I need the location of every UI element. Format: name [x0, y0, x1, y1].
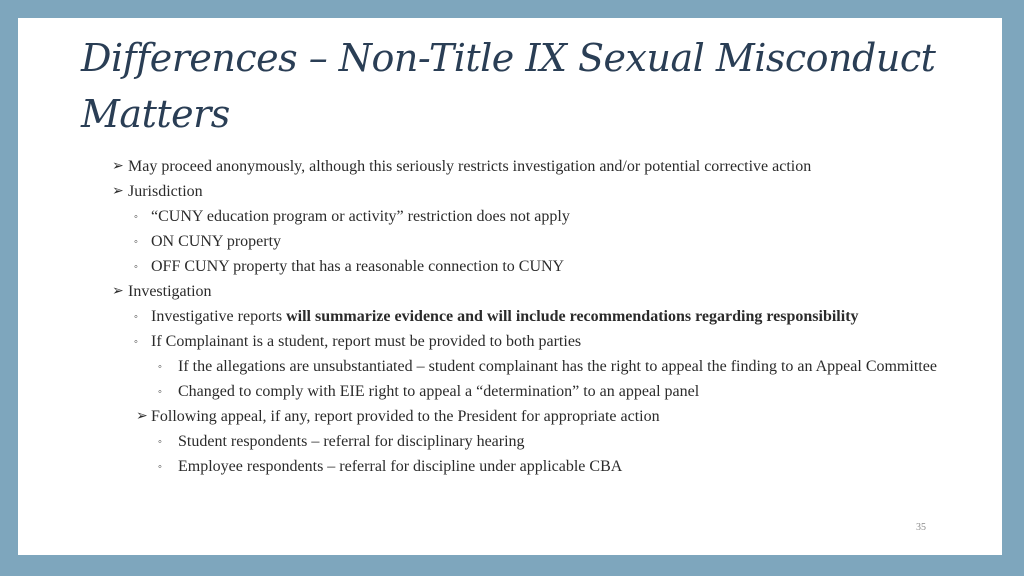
circle-bullet-icon: ◦	[134, 211, 138, 223]
bullet-text-mixed	[151, 307, 1002, 327]
bullet-text: If Complainant is a student, report must be provided to both parties	[151, 333, 582, 350]
circle-bullet-icon: ◦	[134, 261, 138, 273]
bullet-following-appeal	[18, 407, 1002, 427]
bullet-text: Following appeal, if any, report provided to the President for appropriate action	[151, 408, 660, 425]
arrow-bullet-icon: ➢	[112, 284, 124, 299]
sub-sub-bullet-employee-respondents	[18, 457, 1002, 477]
arrow-bullet-icon: ➢	[136, 409, 148, 424]
circle-bullet-icon: ◦	[158, 386, 162, 398]
bullet-text: Jurisdiction	[128, 183, 203, 200]
circle-bullet-icon: ◦	[158, 361, 162, 373]
bullet-jurisdiction	[18, 182, 1002, 202]
circle-bullet-icon: ◦	[158, 461, 162, 473]
slide-content	[18, 157, 1002, 482]
bullet-text: ON CUNY property	[151, 233, 282, 250]
sub-bullet-education-program	[18, 207, 1002, 227]
circle-bullet-icon: ◦	[134, 236, 138, 248]
sub-sub-bullet-eie-appeal	[18, 382, 1002, 402]
bullet-anonymous	[18, 157, 1002, 177]
sub-bullet-investigative-reports	[18, 307, 1002, 327]
bullet-text: If the allegations are unsubstantiated – student complainant has the right to appeal the finding to an Appeal Committee	[178, 358, 937, 375]
circle-bullet-icon: ◦	[158, 436, 162, 448]
bullet-text: May proceed anonymously, although this seriously restricts investigation and/or potential corrective action	[128, 158, 812, 175]
bullet-text: OFF CUNY property that has a reasonable connection to CUNY	[151, 258, 565, 275]
bullet-text: Student respondents – referral for disciplinary hearing	[178, 433, 525, 450]
bullet-text-prefix: Investigative reports	[151, 308, 287, 325]
slide-title: Differences – Non-Title IX Sexual Misconduct Matters	[81, 36, 936, 136]
slide	[18, 18, 1002, 555]
page-number: 35	[916, 522, 926, 533]
sub-bullet-on-property	[18, 232, 1002, 252]
bullet-text-emphasis: will summarize evidence and will include recommendations regarding responsibility	[286, 308, 859, 325]
bullet-text: “CUNY education program or activity” restriction does not apply	[151, 208, 570, 225]
arrow-bullet-icon: ➢	[112, 159, 124, 174]
bullet-investigation	[18, 282, 1002, 302]
circle-bullet-icon: ◦	[134, 336, 138, 348]
arrow-bullet-icon: ➢	[112, 184, 124, 199]
sub-sub-bullet-student-respondents	[18, 432, 1002, 452]
sub-bullet-off-property	[18, 257, 1002, 277]
sub-sub-bullet-unsubstantiated	[18, 357, 1002, 377]
circle-bullet-icon: ◦	[134, 311, 138, 323]
sub-bullet-complainant-student	[18, 332, 1002, 352]
bullet-text: Changed to comply with EIE right to appeal a “determination” to an appeal panel	[178, 383, 700, 400]
bullet-text: Employee respondents – referral for discipline under applicable CBA	[178, 458, 623, 475]
bullet-text: Investigation	[128, 283, 212, 300]
